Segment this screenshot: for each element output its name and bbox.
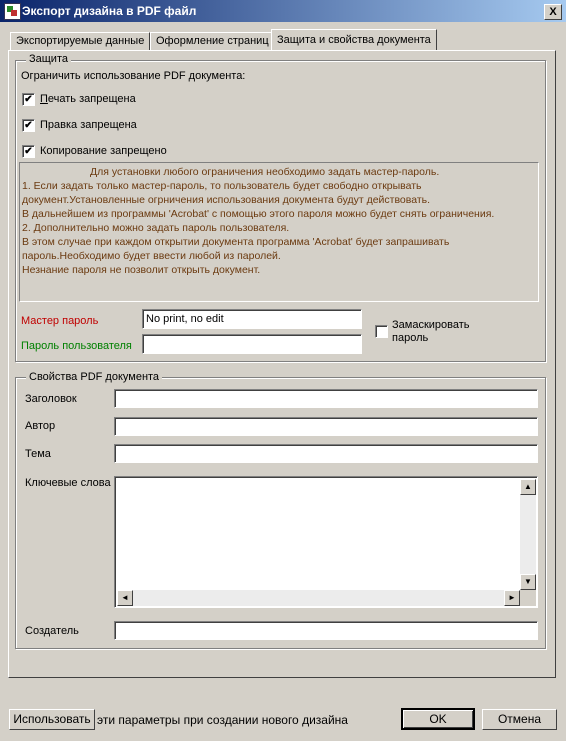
scroll-up-button[interactable]: ▲ [520,479,536,495]
master-password-input[interactable]: No print, no edit [142,309,362,329]
info-line: 2. Дополнительно можно задать пароль пользователя. [22,222,290,234]
copy-forbidden-label[interactable]: Копирование запрещено [40,145,167,157]
keywords-textarea[interactable] [114,476,538,608]
creator-label: Создатель [25,625,79,637]
author-label: Автор [25,420,56,432]
copy-forbidden-checkbox[interactable]: ✔ [22,145,35,158]
app-icon [4,3,21,20]
info-line: В дальнейшем из программы 'Acrobat' с помощью этого пароля можно будет снять ограничения. [22,208,495,220]
protection-info-memo [19,162,539,302]
use-text: эти параметры при создании нового дизайна [97,713,348,727]
scroll-corner [520,590,536,606]
author-input[interactable] [114,417,538,436]
scroll-right-button[interactable]: ► [504,590,520,606]
mask-password-label-1[interactable]: Замаскировать [392,319,470,331]
scroll-left-button[interactable]: ◄ [117,590,133,606]
tab-page-layout[interactable]: Оформление страниц [150,32,275,51]
info-line: 1. Если задать только мастер-пароль, то пользователь будет свободно открывать [22,180,422,192]
info-line: документ.Установленные огрничения использования документа будут действовать. [22,194,431,206]
master-password-label: Мастер пароль [21,315,99,327]
restrict-label: Ограничить использование PDF документа: [21,70,246,82]
user-password-label: Пароль пользователя [21,340,132,352]
info-line: пароль.Необходимо будет ввести любой из паролей. [22,250,281,262]
use-button[interactable]: Использовать [9,709,95,730]
creator-input[interactable] [114,621,538,640]
info-line: В этом случае при каждом открытии документа программа 'Acrobat' будет запрашивать [22,236,450,248]
mask-password-checkbox[interactable] [375,325,388,338]
cancel-button[interactable]: Отмена [482,709,557,730]
subject-label: Тема [25,448,51,460]
title-input[interactable] [114,389,538,408]
keywords-label: Ключевые слова [25,477,111,489]
print-forbidden-checkbox[interactable]: ✔ [22,93,35,106]
user-password-input[interactable] [142,334,362,354]
ok-button[interactable]: OK [401,708,475,730]
info-line: Незнание пароля не позволит открыть документ. [22,264,261,276]
tab-protection-properties[interactable]: Защита и свойства документа [271,29,437,50]
edit-forbidden-label[interactable]: Правка запрещена [40,119,137,131]
info-line: Для установки любого ограничения необходимо задать мастер-пароль. [90,166,440,178]
protection-legend: Защита [26,53,71,65]
print-forbidden-text: ечать запрещена [47,93,136,105]
tab-export-data[interactable]: Экспортируемые данные [10,32,150,51]
print-forbidden-underlined-letter: П [40,93,48,105]
title-label: Заголовок [25,393,77,405]
scroll-down-button[interactable]: ▼ [520,574,536,590]
mask-password-label-2[interactable]: пароль [392,332,429,344]
keywords-hscroll[interactable] [117,590,520,606]
window-title: Экспорт дизайна в PDF файл [22,4,197,18]
edit-forbidden-checkbox[interactable]: ✔ [22,119,35,132]
properties-legend: Свойства PDF документа [26,371,162,383]
close-button[interactable]: X [544,4,562,20]
print-forbidden-label[interactable] [40,93,136,105]
subject-input[interactable] [114,444,538,463]
